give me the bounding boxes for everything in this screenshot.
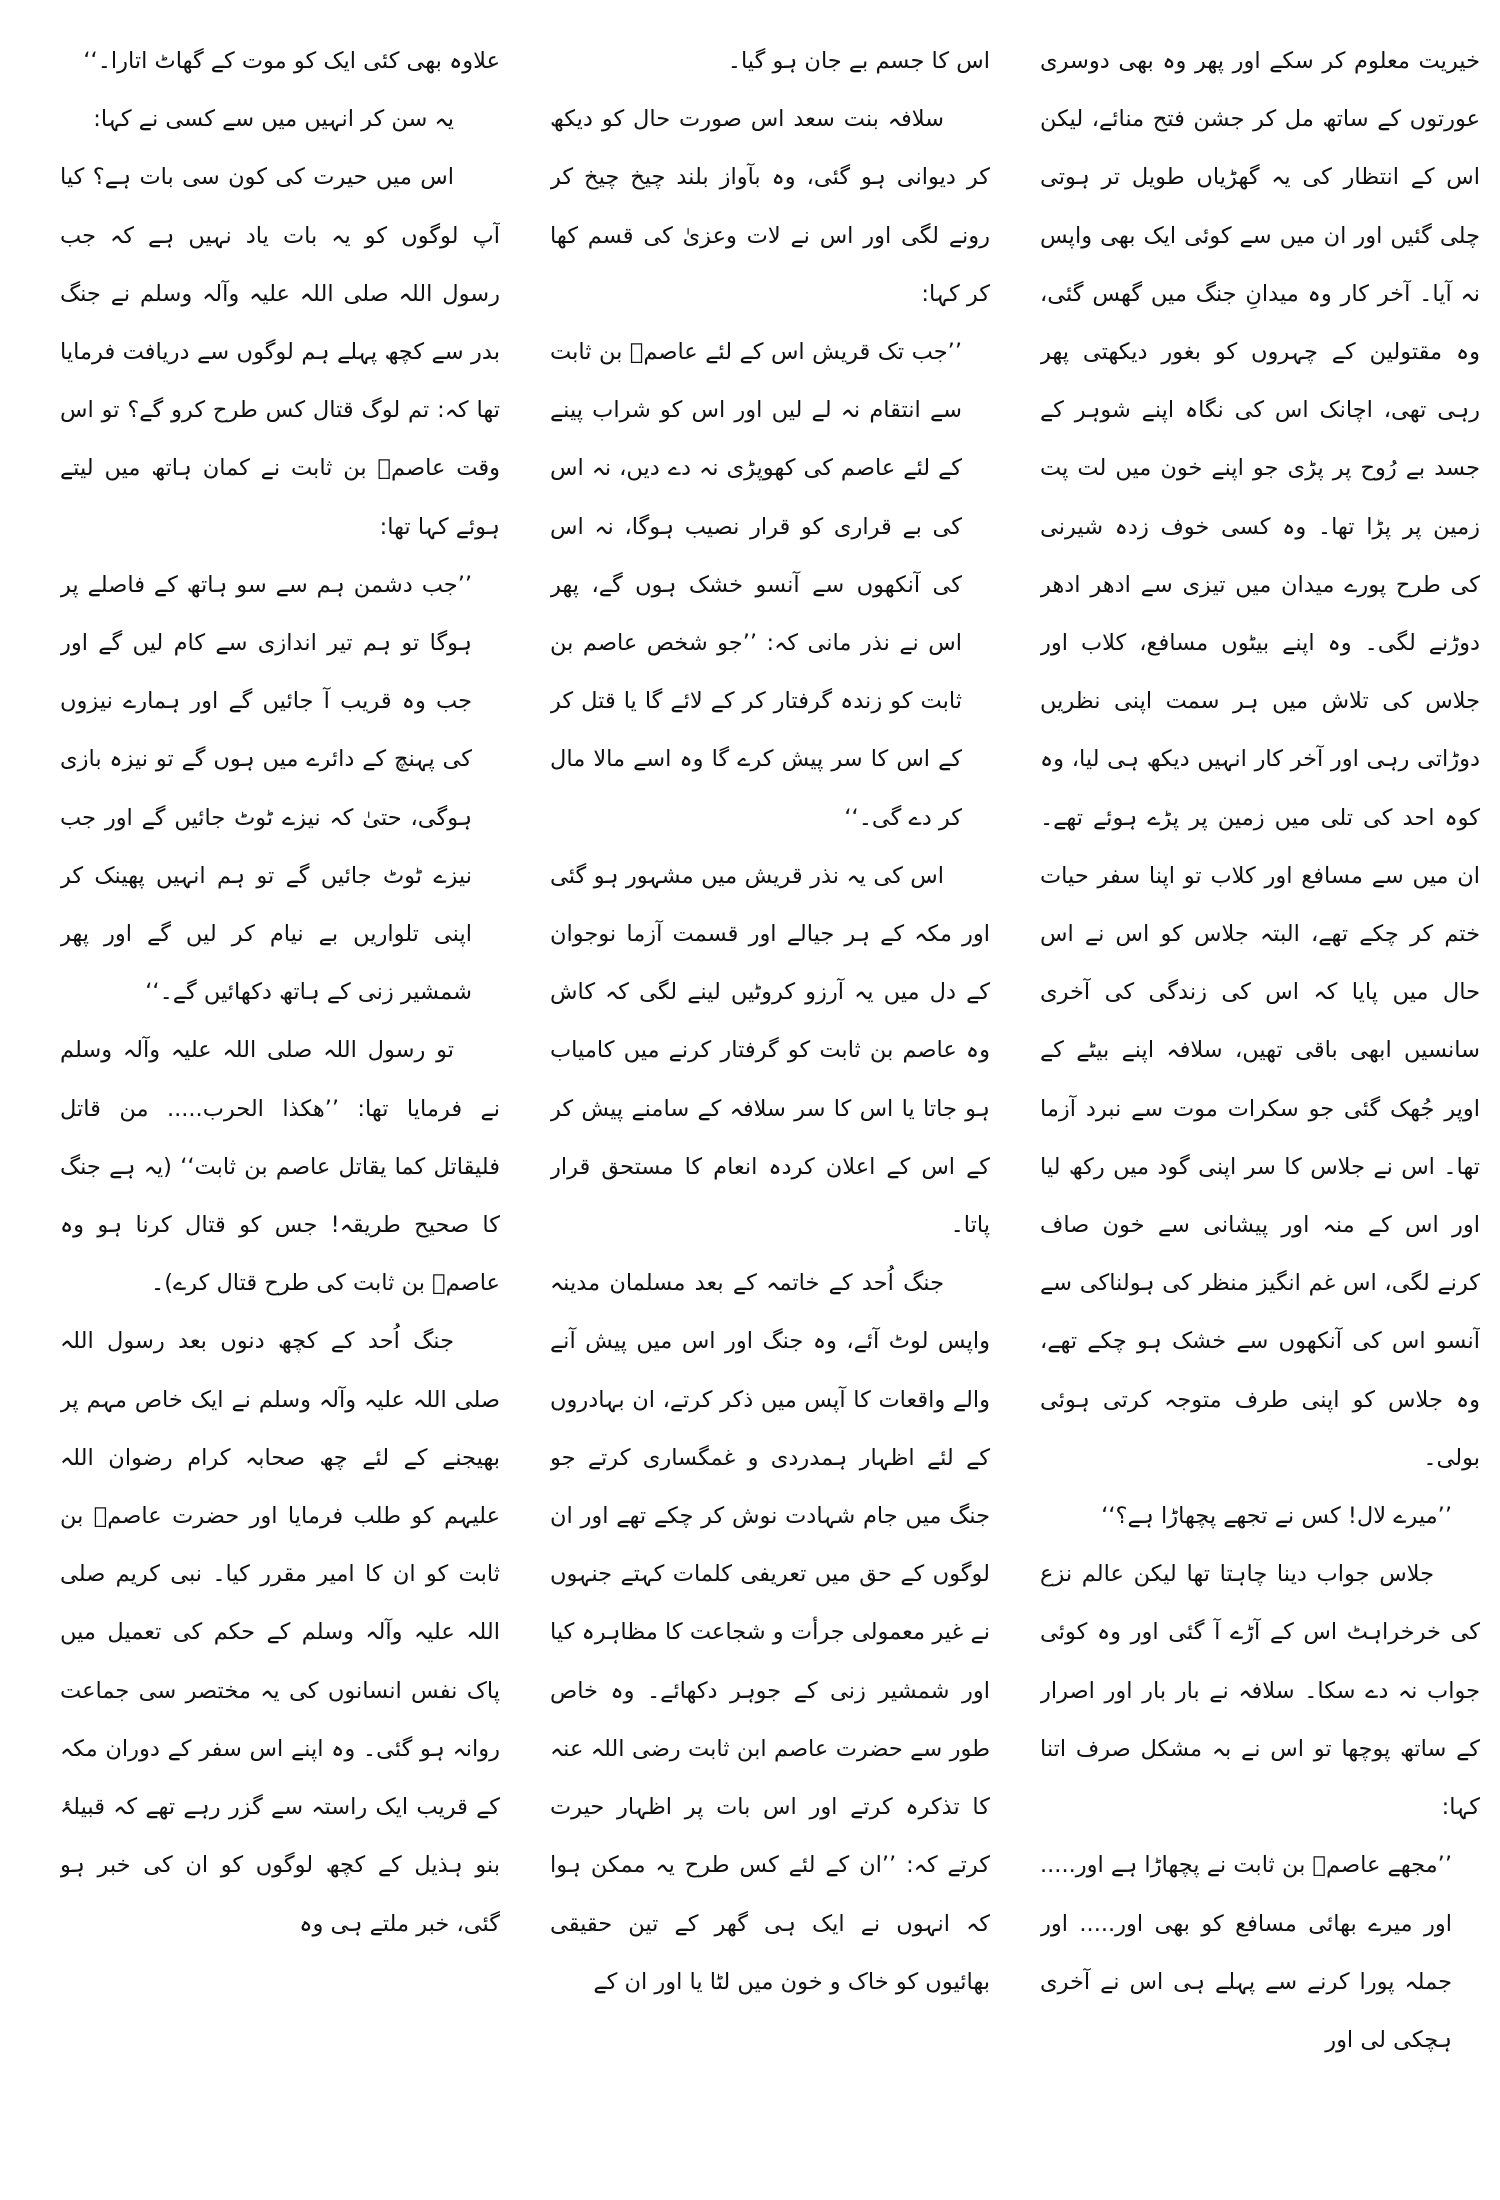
paragraph: تو رسول اللہ صلی اللہ علیہ وآلہ وسلم نے فرمایا تھا: ’’ھکذا الحرب..... من قاتل فلیقاتل کما یقاتل عاصم بن ثابت‘‘ (یہ ہے جنگ کا صحیح طریقہ! جس کو قتال کرنا ہو وہ عاصمؓ بن ثابت کی طرح قتال کرے)۔ <box>60 1037 500 1297</box>
paragraph: اس میں حیرت کی کون سی بات ہے؟ کیا آپ لوگوں کو یہ بات یاد نہیں ہے کہ جب رسول اللہ صلی اللہ علیہ وآلہ وسلم نے جنگ بدر سے کچھ پہلے ہم لوگوں سے دریافت فرمایا تھا کہ: تم لوگ قتال کس طرح کرو گے؟ تو اس وقت عاصمؓ بن ثابت نے کمان ہاتھ میں لیتے ہوئے کہا تھا: <box>60 164 500 540</box>
paragraph: سلافہ بنت سعد اس صورت حال کو دیکھ کر دیوانی ہو گئی، وہ بآواز بلند چیخ چیخ کر رونے لگی اور اس نے لات وعزیٰ کی قسم کھا کر کہا: <box>550 106 990 307</box>
quote-paragraph: ’’جب تک قریش اس کے لئے عاصمؓ بن ثابت سے انتقام نہ لے لیں اور اس کو شراب پینے کے لئے عاصم کی کھوپڑی نہ دے دیں، نہ اس کی بے قراری کو قرار نصیب ہوگا، نہ اس کی آنکھوں سے آنسو خشک ہوں گے، پھر اس نے نذر مانی کہ: ’’جو شخص عاصم بن ثابت کو زندہ گرفتار کر کے لائے گا یا قتل کر کے اس کا سر پیش کرے گا وہ اسے مالا مال کر دے گی۔‘‘ <box>550 339 962 831</box>
quote-paragraph: ’’جب دشمن ہم سے سو ہاتھ کے فاصلے پر ہوگا تو ہم تیر اندازی سے کام لیں گے اور جب وہ قریب آ جائیں گے اور ہمارے نیزوں کی پہنچ کے دائرے میں ہوں گے تو نیزہ بازی ہوگی، حتیٰ کہ نیزے ٹوٹ جائیں گے اور جب نیزے ٹوٹ جائیں گے تو ہم انہیں پھینک کر اپنی تلواریں بے نیام کر لیں گے اور پھر شمشیر زنی کے ہاتھ دکھائیں گے۔‘‘ <box>60 571 472 1006</box>
paragraph: اس کا جسم بے جان ہو گیا۔ <box>727 48 990 74</box>
paragraph: جلاس جواب دینا چاہتا تھا لیکن عالم نزع کی خرخراہٹ اس کے آڑے آ گئی اور وہ کوئی جواب نہ دے سکا۔ سلافہ نے بار بار اور اصرار کے ساتھ پوچھا تو اس نے بہ مشکل صرف اتنا کہا: <box>1040 1561 1480 1821</box>
text-column-right <box>1040 32 1480 2182</box>
text-column-left <box>60 32 500 2182</box>
text-column-middle <box>550 32 990 2182</box>
paragraph: خیریت معلوم کر سکے اور پھر وہ بھی دوسری عورتوں کے ساتھ مل کر جشن فتح منائے، لیکن اس کے انتظار کی یہ گھڑیاں طویل تر ہوتی چلی گئیں اور ان میں سے کوئی ایک بھی واپس نہ آیا۔ آخر کار وہ میدانِ جنگ میں گھس گئی، وہ مقتولین کے چہروں کو بغور دیکھتی پھر رہی تھی، اچانک اس کی نگاہ اپنے شوہر کے جسد بے رُوح پر پڑی جو اپنے خون میں لت پت زمین پر پڑا تھا۔ وہ کسی خوف زدہ شیرنی کی طرح پورے میدان میں تیزی سے ادھر ادھر دوڑنے لگی۔ وہ اپنے بیٹوں مسافع، کلاب اور جلاس کی تلاش میں ہر سمت اپنی نظریں دوڑاتی رہی اور آخر کار انہیں دیکھ ہی لیا، وہ کوہ احد کی تلی میں زمین پر پڑے ہوئے تھے۔ ان میں سے مسافع اور کلاب تو اپنا سفر حیات ختم کر چکے تھے، البتہ جلاس کو اس نے اس حال میں پایا کہ اس کی زندگی کی آخری سانسیں ابھی باقی تھیں، سلافہ اپنے بیٹے کے اوپر جُھک گئی جو سکرات موت سے نبرد آزما تھا۔ اس نے جلاس کا سر اپنی گود میں رکھ لیا اور اس کے منہ اور پیشانی سے خون صاف کرنے لگی، اس غم انگیز منظر کی ہولناکی سے آنسو اس کی آنکھوں سے خشک ہو چکے تھے، وہ جلاس کو اپنی طرف متوجہ کرتی ہوئی بولی۔ <box>1040 48 1480 1471</box>
quote-paragraph: ’’میرے لال! کس نے تجھے پچھاڑا ہے؟‘‘ <box>1101 1503 1452 1530</box>
paragraph: یہ سن کر انہیں میں سے کسی نے کہا: <box>93 106 454 133</box>
paragraph: اس کی یہ نذر قریش میں مشہور ہو گئی اور مکہ کے ہر جیالے اور قسمت آزما نوجوان کے دل میں یہ آرزو کروٹیں لینے لگی کہ کاش وہ عاصم بن ثابت کو گرفتار کرنے میں کامیاب ہو جاتا یا اس کا سر سلافہ کے سامنے پیش کر کے اس کے اعلان کردہ انعام کا مستحق قرار پاتا۔ <box>550 862 990 1239</box>
quote-paragraph: ’’مجھے عاصمؓ بن ثابت نے پچھاڑا ہے اور..... اور میرے بھائی مسافع کو بھی اور..... اور جملہ پورا کرنے سے پہلے ہی اس نے آخری ہچکی لی اور <box>1040 1852 1452 2053</box>
paragraph: جنگ اُحد کے کچھ دنوں بعد رسول اللہ صلی اللہ علیہ وآلہ وسلم نے ایک خاص مہم پر بھیجنے کے لئے چھ صحابہ کرام رضوان اللہ علیہم کو طلب فرمایا اور حضرت عاصمؓ بن ثابت کو ان کا امیر مقرر کیا۔ نبی کریم صلی اللہ علیہ وآلہ وسلم کے حکم کی تعمیل میں پاک نفس انسانوں کی یہ مختصر سی جماعت روانہ ہو گئی۔ وہ اپنے اس سفر کے دوران مکہ کے قریب ایک راستہ سے گزر رہے تھے کہ قبیلۂ بنو ہذیل کے کچھ لوگوں کو ان کی خبر ہو گئی، خبر ملتے ہی وہ <box>60 1328 500 1937</box>
paragraph: جنگ اُحد کے خاتمہ کے بعد مسلمان مدینہ واپس لوٹ آئے، وہ جنگ اور اس میں پیش آنے والے واقعات کا آپس میں ذکر کرتے، ان بہادروں کے لئے اظہار ہمدردی و غمگساری کرتے جو جنگ میں جام شہادت نوش کر چکے تھے اور ان لوگوں کے حق میں تعریفی کلمات کہتے جنہوں نے غیر معمولی جرأت و شجاعت کا مظاہرہ کیا اور شمشیر زنی کے جوہر دکھائے۔ وہ خاص طور سے حضرت عاصم ابن ثابت رضی اللہ عنہ کا تذکرہ کرتے اور اس بات پر اظہار حیرت کرتے کہ: ’’ان کے لئے کس طرح یہ ممکن ہوا کہ انہوں نے ایک ہی گھر کے تین حقیقی بھائیوں کو خاک و خون میں لٹا یا اور ان کے <box>550 1270 990 1995</box>
paragraph: علاوہ بھی کئی ایک کو موت کے گھاٹ اتارا۔‘‘ <box>83 48 500 74</box>
